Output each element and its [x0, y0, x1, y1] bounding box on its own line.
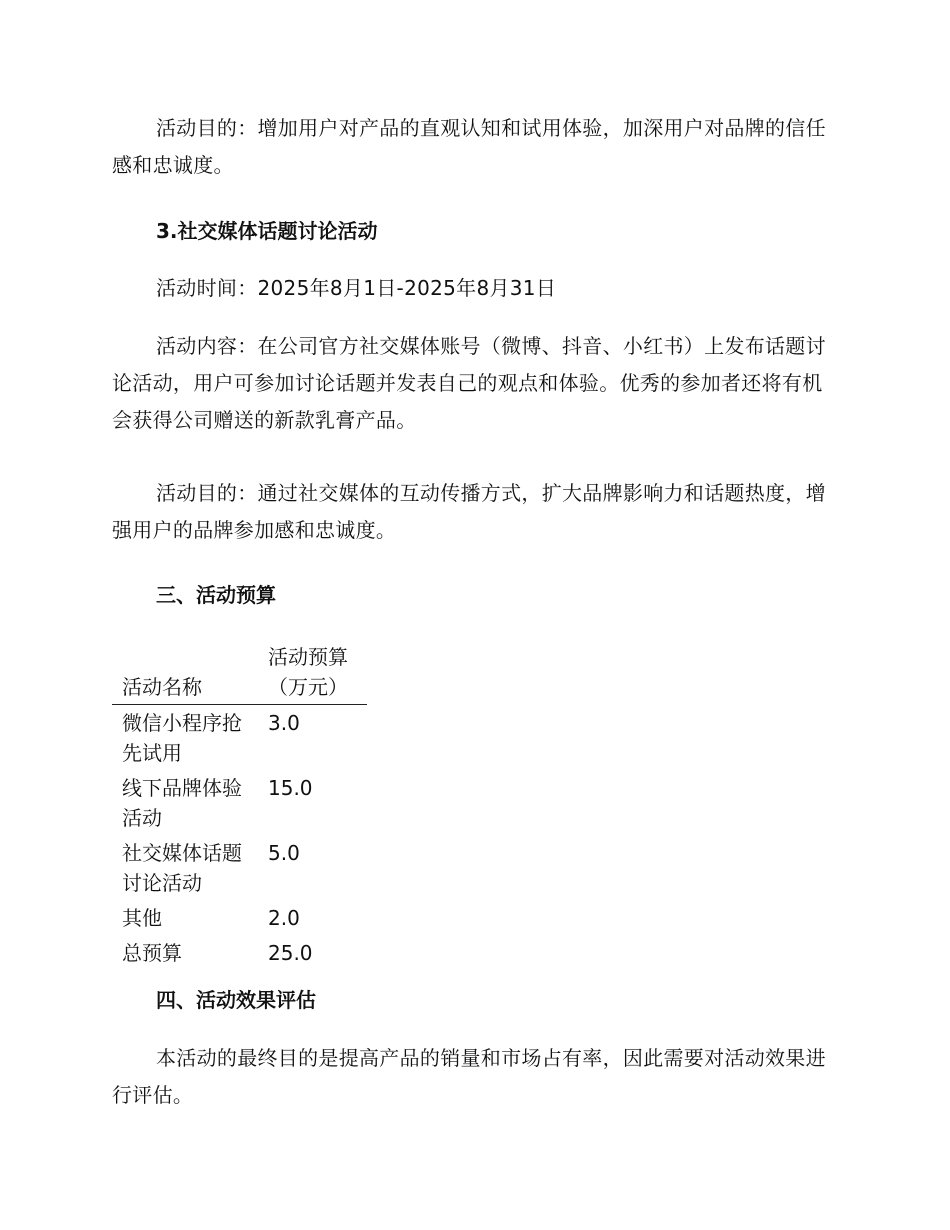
evaluation-paragraph: 本活动的最终目的是提高产品的销量和市场占有率，因此需要对活动效果进行评估。	[112, 1046, 826, 1107]
budget-table	[112, 640, 367, 970]
table-row	[112, 705, 367, 771]
row-value: 5.0	[268, 841, 300, 865]
row-value: 3.0	[268, 711, 300, 735]
budget-heading: 三、活动预算	[156, 583, 276, 607]
activity-purpose: 活动目的：通过社交媒体的互动传播方式，扩大品牌影响力和话题热度，增强用户的品牌参加感和忠诚度。	[112, 481, 826, 542]
table-row	[112, 770, 367, 835]
column-header-budget: 活动预算（万元）	[258, 640, 367, 705]
row-value: 25.0	[268, 941, 313, 965]
row-name: 总预算	[122, 941, 182, 965]
row-name: 社交媒体话题讨论活动	[122, 841, 242, 895]
table-row	[112, 935, 367, 970]
row-name: 线下品牌体验活动	[122, 776, 242, 830]
table-row	[112, 835, 367, 900]
table-row	[112, 900, 367, 935]
table-header-row	[112, 640, 367, 705]
row-name: 其他	[122, 906, 162, 930]
section-heading-social-media: 3.社交媒体话题讨论活动	[156, 219, 378, 243]
activity-time: 活动时间：2025年8月1日-2025年8月31日	[156, 276, 557, 300]
row-value: 15.0	[268, 776, 313, 800]
column-header-name: 活动名称	[112, 640, 258, 705]
purpose-paragraph-1: 活动目的：增加用户对产品的直观认知和试用体验，加深用户对品牌的信任感和忠诚度。	[112, 116, 826, 177]
evaluation-heading: 四、活动效果评估	[156, 988, 316, 1012]
row-name: 微信小程序抢先试用	[122, 711, 242, 765]
row-value: 2.0	[268, 906, 300, 930]
activity-content: 活动内容：在公司官方社交媒体账号（微博、抖音、小红书）上发布话题讨论活动，用户可参加讨论话题并发表自己的观点和体验。优秀的参加者还将有机会获得公司赠送的新款乳膏产品。	[112, 334, 826, 432]
